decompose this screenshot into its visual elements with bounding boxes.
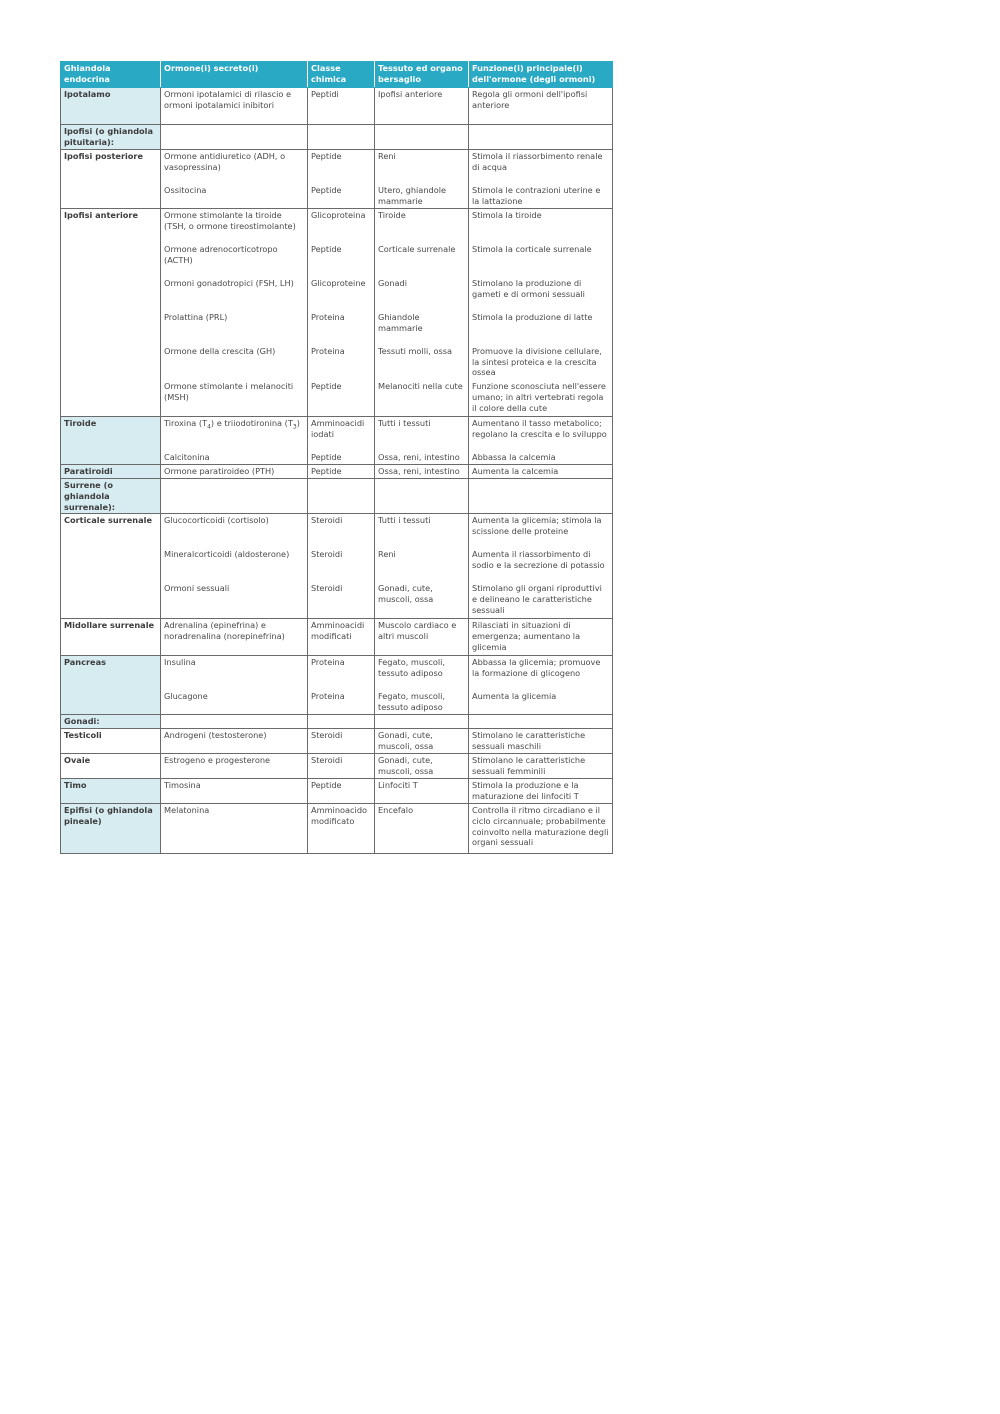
target-cell: Ossa, reni, intestino: [375, 465, 469, 479]
table-row: [61, 125, 613, 150]
class-cell: Proteina: [308, 690, 375, 715]
class-cell: Amminoacidi modificati: [308, 619, 375, 656]
function-cell: Aumenta la glicemia: [469, 690, 613, 715]
table-row: [61, 619, 613, 656]
table-row: [61, 804, 613, 854]
gland-cell: Ovaie: [61, 754, 161, 779]
hormone-cell: Insulina: [161, 656, 308, 690]
table-row: [61, 417, 613, 451]
table-row: [61, 209, 613, 243]
table-row: [61, 88, 613, 125]
header-function: Funzione(i) principale(i) dell'ormone (degli ormoni): [469, 62, 613, 88]
target-cell: Ipofisi anteriore: [375, 88, 469, 125]
gland-cell: Tiroide: [61, 417, 161, 465]
hormone-cell: Ormone della crescita (GH): [161, 345, 308, 380]
table-row: [61, 465, 613, 479]
function-cell: Stimolano la produzione di gameti e di ormoni sessuali: [469, 277, 613, 311]
target-cell: Utero, ghiandole mammarie: [375, 184, 469, 209]
target-cell: Gonadi, cute, muscoli, ossa: [375, 582, 469, 619]
gland-cell: Ipofisi posteriore: [61, 150, 161, 209]
class-cell: Peptide: [308, 779, 375, 804]
table-row: [61, 729, 613, 754]
class-cell: Steroidi: [308, 754, 375, 779]
class-cell: Proteina: [308, 345, 375, 380]
hormone-cell: Ormoni sessuali: [161, 582, 308, 619]
hormone-cell: Ormone adrenocorticotropo (ACTH): [161, 243, 308, 277]
hormone-cell: Ormone stimolante la tiroide (TSH, o ormone tireostimolante): [161, 209, 308, 243]
class-cell: Peptide: [308, 380, 375, 417]
function-cell: Abbassa la glicemia; promuove la formazione di glicogeno: [469, 656, 613, 690]
hormone-cell: Adrenalina (epinefrina) e noradrenalina (norepinefrina): [161, 619, 308, 656]
gland-cell: Ipotalamo: [61, 88, 161, 125]
target-cell: Ghiandole mammarie: [375, 311, 469, 345]
function-cell: Promuove la divisione cellulare, la sintesi proteica e la crescita ossea: [469, 345, 613, 380]
header-class: Classe chimica: [308, 62, 375, 88]
function-cell: Aumenta il riassorbimento di sodio e la secrezione di potassio: [469, 548, 613, 582]
gland-cell: Timo: [61, 779, 161, 804]
function-cell: Stimola il riassorbimento renale di acqua: [469, 150, 613, 184]
target-cell: Gonadi: [375, 277, 469, 311]
hormone-cell: Timosina: [161, 779, 308, 804]
function-cell: Controlla il ritmo circadiano e il ciclo circannuale; probabilmente coinvolto nella maturazione degli organi sessuali: [469, 804, 613, 854]
gland-group-cell: Gonadi:: [61, 715, 161, 729]
target-cell: Gonadi, cute, muscoli, ossa: [375, 754, 469, 779]
function-cell: Regola gli ormoni dell'ipofisi anteriore: [469, 88, 613, 125]
target-cell: Fegato, muscoli, tessuto adiposo: [375, 690, 469, 715]
class-cell: Peptide: [308, 150, 375, 184]
header-target: Tessuto ed organo bersaglio: [375, 62, 469, 88]
class-cell: Steroidi: [308, 582, 375, 619]
gland-cell: Ipofisi anteriore: [61, 209, 161, 417]
target-cell: Melanociti nella cute: [375, 380, 469, 417]
table-row: [61, 514, 613, 548]
hormone-cell: Ormone stimolante i melanociti (MSH): [161, 380, 308, 417]
hormone-cell: Glucocorticoidi (cortisolo): [161, 514, 308, 548]
target-cell: Reni: [375, 150, 469, 184]
hormone-cell: Calcitonina: [161, 451, 308, 465]
hormone-cell: Melatonina: [161, 804, 308, 854]
gland-group-cell: Surrene (o ghiandola surrenale):: [61, 479, 161, 514]
target-cell: Muscolo cardiaco e altri muscoli: [375, 619, 469, 656]
table-row: [61, 479, 613, 514]
function-cell: Stimola la corticale surrenale: [469, 243, 613, 277]
target-cell: Tutti i tessuti: [375, 514, 469, 548]
class-cell: Peptide: [308, 184, 375, 209]
class-cell: Amminoacidi iodati: [308, 417, 375, 451]
gland-cell: Testicoli: [61, 729, 161, 754]
gland-group-cell: Ipofisi (o ghiandola pituitaria):: [61, 125, 161, 150]
table-row: [61, 715, 613, 729]
gland-cell: Midollare surrenale: [61, 619, 161, 656]
table-row: [61, 754, 613, 779]
hormone-cell: Ossitocina: [161, 184, 308, 209]
class-cell: Glicoproteine: [308, 277, 375, 311]
header-hormone: Ormone(i) secreto(i): [161, 62, 308, 88]
class-cell: Steroidi: [308, 548, 375, 582]
function-cell: Aumenta la calcemia: [469, 465, 613, 479]
hormone-cell: Androgeni (testosterone): [161, 729, 308, 754]
gland-cell: Epifisi (o ghiandola pineale): [61, 804, 161, 854]
table-row: [61, 656, 613, 690]
target-cell: Ossa, reni, intestino: [375, 451, 469, 465]
function-cell: Abbassa la calcemia: [469, 451, 613, 465]
target-cell: Encefalo: [375, 804, 469, 854]
class-cell: Glicoproteina: [308, 209, 375, 243]
function-cell: Stimola le contrazioni uterine e la lattazione: [469, 184, 613, 209]
hormone-cell: Ormoni gonadotropici (FSH, LH): [161, 277, 308, 311]
function-cell: Stimola la tiroide: [469, 209, 613, 243]
table-row: [61, 150, 613, 184]
hormone-cell: Ormone paratiroideo (PTH): [161, 465, 308, 479]
target-cell: Tiroide: [375, 209, 469, 243]
hormone-cell: Estrogeno e progesterone: [161, 754, 308, 779]
class-cell: Peptide: [308, 243, 375, 277]
function-cell: Stimolano le caratteristiche sessuali femminili: [469, 754, 613, 779]
class-cell: Amminoacido modificato: [308, 804, 375, 854]
target-cell: Reni: [375, 548, 469, 582]
target-cell: Tessuti molli, ossa: [375, 345, 469, 380]
table-row: [61, 779, 613, 804]
function-cell: Stimola la produzione di latte: [469, 311, 613, 345]
target-cell: Corticale surrenale: [375, 243, 469, 277]
gland-cell: Pancreas: [61, 656, 161, 715]
target-cell: Gonadi, cute, muscoli, ossa: [375, 729, 469, 754]
class-cell: Proteina: [308, 656, 375, 690]
class-cell: Proteina: [308, 311, 375, 345]
table-header-row: [61, 62, 613, 88]
target-cell: Fegato, muscoli, tessuto adiposo: [375, 656, 469, 690]
hormone-table: [60, 61, 613, 854]
class-cell: Steroidi: [308, 514, 375, 548]
hormone-cell: Glucagone: [161, 690, 308, 715]
class-cell: Peptidi: [308, 88, 375, 125]
gland-cell: Corticale surrenale: [61, 514, 161, 619]
function-cell: Stimolano gli organi riproduttivi e delineano le caratteristiche sessuali: [469, 582, 613, 619]
class-cell: Peptide: [308, 465, 375, 479]
hormone-cell: Mineralcorticoidi (aldosterone): [161, 548, 308, 582]
class-cell: Steroidi: [308, 729, 375, 754]
function-cell: Stimola la produzione e la maturazione dei linfociti T: [469, 779, 613, 804]
target-cell: Tutti i tessuti: [375, 417, 469, 451]
hormone-cell: Tiroxina $(T_4)$ e triiodotironina $(T_3)$: [161, 417, 308, 451]
hormone-cell: Prolattina (PRL): [161, 311, 308, 345]
function-cell: Rilasciati in situazioni di emergenza; aumentano la glicemia: [469, 619, 613, 656]
class-cell: Peptide: [308, 451, 375, 465]
function-cell: Funzione sconosciuta nell'essere umano; in altri vertebrati regola il colore della cute: [469, 380, 613, 417]
function-cell: Stimolano le caratteristiche sessuali maschili: [469, 729, 613, 754]
function-cell: Aumentano il tasso metabolico; regolano la crescita e lo sviluppo: [469, 417, 613, 451]
hormone-cell: Ormoni ipotalamici di rilascio e ormoni ipotalamici inibitori: [161, 88, 308, 125]
hormone-cell: Ormone antidiuretico (ADH, o vasopressina): [161, 150, 308, 184]
gland-cell: Paratiroidi: [61, 465, 161, 479]
function-cell: Aumenta la glicemia; stimola la scissione delle proteine: [469, 514, 613, 548]
header-gland: Ghiandola endocrina: [61, 62, 161, 88]
target-cell: Linfociti T: [375, 779, 469, 804]
